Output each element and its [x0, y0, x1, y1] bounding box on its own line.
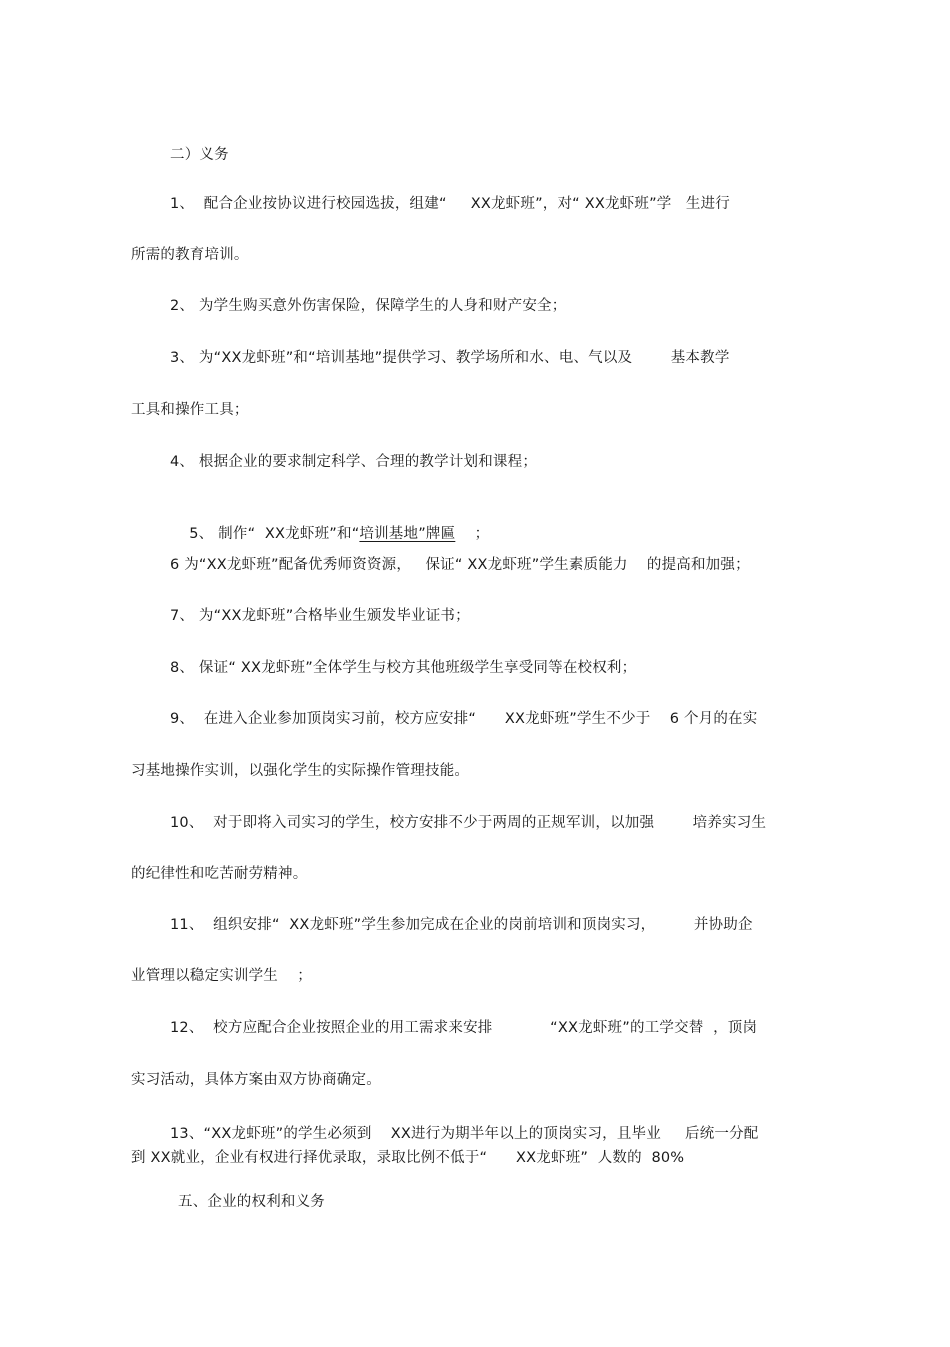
- item-12-line-2: 实习活动，具体方案由双方协商确定。: [131, 1072, 381, 1088]
- section-heading: 二）义务: [170, 147, 229, 163]
- item-9-line-2: 习基地操作实训，以强化学生的实际操作管理技能。: [131, 763, 470, 779]
- item-9-line-1: 9、 在进入企业参加顶岗实习前，校方应安排“ XX龙虾班”学生不少于 6 个月的在实: [170, 711, 758, 727]
- item-4: 4、 根据企业的要求制定科学、合理的教学计划和课程；: [170, 454, 538, 470]
- next-section-heading: 五、企业的权利和义务: [178, 1194, 325, 1210]
- item-3-line-2: 工具和操作工具；: [131, 402, 249, 418]
- item-10-line-2: 的纪律性和吃苦耐劳精神。: [131, 866, 308, 882]
- item-10-line-1: 10、 对于即将入司实习的学生，校方安排不少于两周的正规军训，以加强 培养实习生: [170, 815, 767, 831]
- item-11-line-1: 11、 组织安排“ XX龙虾班”学生参加完成在企业的岗前培训和顶岗实习， 并协助企: [170, 917, 753, 933]
- item-7: 7、 为“XX龙虾班”合格毕业生颁发毕业证书；: [170, 608, 470, 624]
- item-1-line-2: 所需的教育培训。: [131, 247, 249, 263]
- item-3-line-1: 3、 为“XX龙虾班”和“培训基地”提供学习、教学场所和水、电、气以及 基本教学: [170, 350, 730, 366]
- item-5-suffix: ；: [455, 526, 490, 542]
- item-5-prefix: 5、 制作“ XX龙虾班”和“: [189, 526, 360, 542]
- item-13-line-2: 到 XX就业，企业有权进行择优录取，录取比例不低于“ XX龙虾班” 人数的 80%: [131, 1150, 685, 1166]
- item-1-line-1: 1、 配合企业按协议进行校园选拔，组建“ XX龙虾班”，对“ XX龙虾班”学 生进行: [170, 196, 731, 212]
- item-13-line-1: 13、“XX龙虾班”的学生必须到 XX进行为期半年以上的顶岗实习，且毕业 后统一分配: [170, 1126, 759, 1142]
- item-5-underlined: 培训基地”牌匾: [359, 526, 456, 542]
- item-8: 8、 保证“ XX龙虾班”全体学生与校方其他班级学生享受同等在校权利；: [170, 660, 637, 676]
- item-2: 2、 为学生购买意外伤害保险，保障学生的人身和财产安全；: [170, 298, 567, 314]
- item-11-line-2: 业管理以稳定实训学生 ；: [131, 968, 312, 984]
- item-12-line-1: 12、 校方应配合企业按照企业的用工需求来安排 “XX龙虾班”的工学交替 ，顶岗: [170, 1020, 758, 1036]
- item-6: 6 为“XX龙虾班”配备优秀师资资源， 保证“ XX龙虾班”学生素质能力 的提高和加强；: [170, 557, 750, 573]
